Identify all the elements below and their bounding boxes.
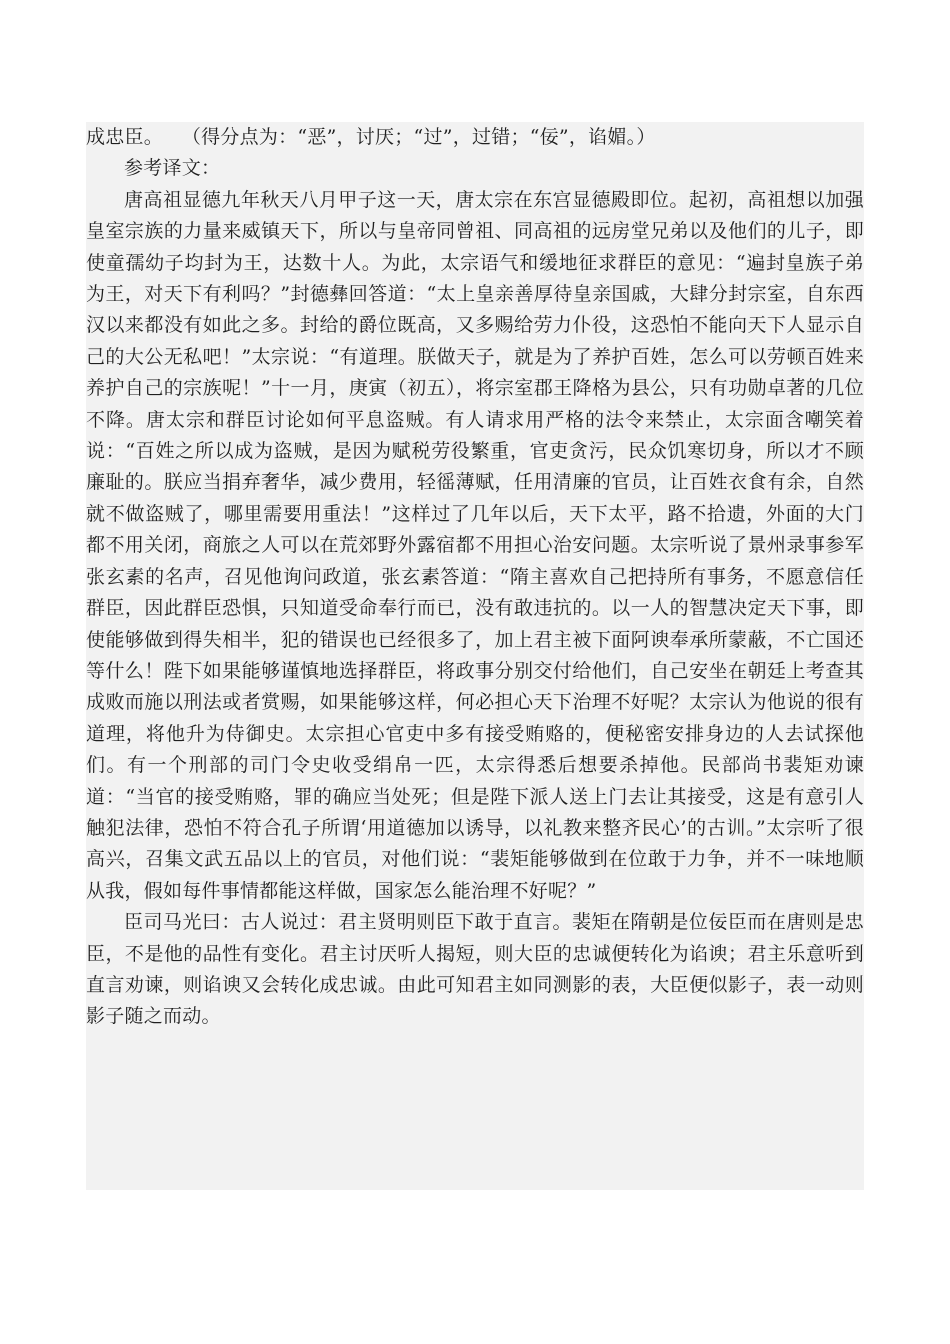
document-text bbox=[86, 122, 864, 1033]
commentary-paragraph: 臣司马光曰：古人说过：君主贤明则臣下敢于直言。裴矩在隋朝是位佞臣而在唐则是忠臣，不是他的品性有变化。君主讨厌听人揭短，则大臣的忠诚便转化为谄谀；君主乐意听到直言劝谏，则谄谀又会转化成忠诚。由此可知君主如同测影的表，大臣便似影子，表一动则影子随之而动。 bbox=[86, 911, 864, 1028]
translation-paragraph: 唐高祖显德九年秋天八月甲子这一天，唐太宗在东宫显德殿即位。起初，高祖想以加强皇室宗族的力量来威镇天下，所以与皇帝同曾祖、同高祖的远房堂兄弟以及他们的儿子，即使童孺幼子均封为王，达数十人。为此，太宗语气和缓地征求群臣的意见：“遍封皇族子弟为王，对天下有利吗？”封德彝回答道：“太上皇亲善厚待皇亲国戚，大肆分封宗室，自东西汉以来都没有如此之多。封给的爵位既高，又多赐给劳力仆役，这恐怕不能向天下人显示自己的大公无私吧！”太宗说：“有道理。朕做天子，就是为了养护百姓，怎么可以劳顿百姓来养护自己的宗族呢！”十一月，庚寅（初五），将宗室郡王降格为县公，只有功勋卓著的几位不降。唐太宗和群臣讨论如何平息盗贼。有人请求用严格的法令来禁止，太宗面含嘲笑着说：“百姓之所以成为盗贼，是因为赋税劳役繁重，官吏贪污，民众饥寒切身，所以才不顾廉耻的。朕应当捐弃奢华，减少费用，轻徭薄赋，任用清廉的官员，让百姓衣食有余，自然就不做盗贼了，哪里需要用重法！”这样过了几年以后，天下太平，路不拾遗，外面的大门都不用关闭，商旅之人可以在荒郊野外露宿都不用担心治安问题。太宗听说了景州录事参军张玄素的名声，召见他询问政道，张玄素答道：“隋主喜欢自己把持所有事务，不愿意信任群臣，因此群臣恐惧，只知道受命奉行而已，没有敢违抗的。以一人的智慧决定天下事，即使能够做到得失相半，犯的错误也已经很多了，加上君主被下面阿谀奉承所蒙蔽，不亡国还等什么！陛下如果能够谨慎地选择群臣，将政事分别交付给他们，自己安坐在朝廷上考查其成败而施以刑法或者赏赐，如果能够这样，何必担心天下治理不好呢？太宗认为他说的很有道理，将他升为侍御史。太宗担心官吏中多有接受贿赂的，便秘密安排身边的人去试探他们。有一个刑部的司门令史收受绢帛一匹，太宗得悉后想要杀掉他。民部尚书裴矩劝谏道：“当官的接受贿赂，罪的确应当处死；但是陛下派人送上门去让其接受，这是有意引人触犯法律，恐怕不符合孔子所谓‘用道德加以诱导，以礼教来整齐民心’的古训。”太宗听了很高兴，召集文武五品以上的官员，对他们说：“裴矩能够做到在位敢于力争，并不一味地顺从我，假如每件事情都能这样做，国家怎么能治理不好呢？” bbox=[86, 188, 864, 902]
answer-key-line: 成忠臣。 （得分点为：“恶”，讨厌；“过”，过错；“佞”，谄媚。） bbox=[86, 126, 656, 148]
section-title: 参考译文： bbox=[124, 157, 221, 180]
